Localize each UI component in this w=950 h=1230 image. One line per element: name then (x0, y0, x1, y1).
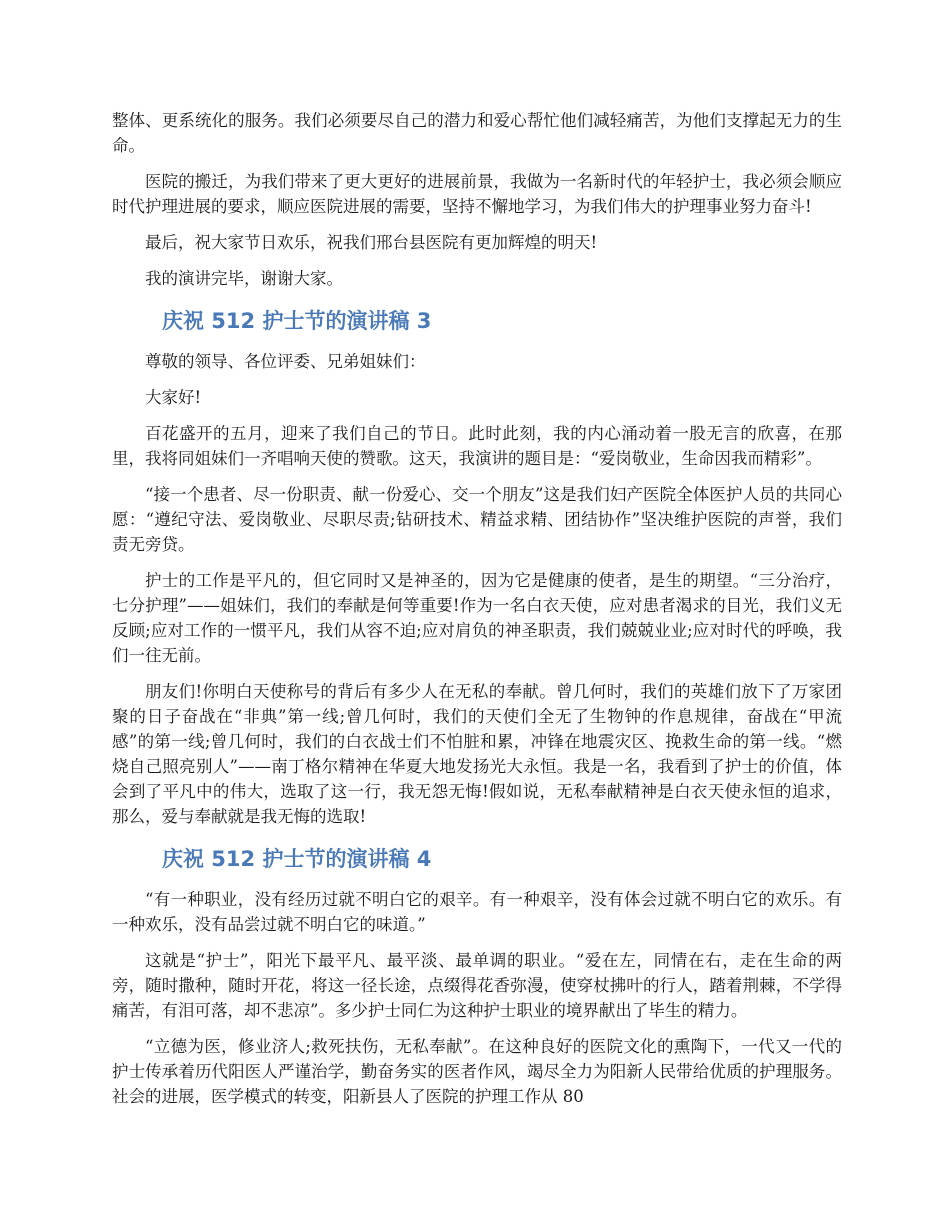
paragraph: “接一个患者、尽一份职责、献一份爱心、交一个朋友”这是我们妇产医院全体医护人员的共同心愿：“遵纪守法、爱岗敬业、尽职尽责;钻研技术、精益求精、团结协作”坚决维护医院的声誉，我们责无旁贷。 (112, 485, 842, 554)
paragraph: 百花盛开的五月，迎来了我们自己的节日。此时此刻，我的内心涌动着一股无言的欣喜，在那里，我将同姐妹们一齐唱响天使的赞歌。这天，我演讲的题目是：“爱岗敬业，生命因我而精彩”。 (112, 424, 842, 468)
paragraph: 这就是“护士”，阳光下最平凡、最平淡、最单调的职业。“爱在左，同情在右，走在生命的两旁，随时撒种，随时开花，将这一径长途，点缀得花香弥漫，使穿杖拂叶的行人，踏着荆棘，不学得痛苦，有泪可落，却不悲凉”。多少护士同仁为这种护士职业的境界献出了毕生的精力。 (112, 951, 842, 1020)
paragraph: 最后，祝大家节日欢乐，祝我们邢台县医院有更加辉煌的明天! (145, 233, 598, 252)
paragraph: 整体、更系统化的服务。我们必须要尽自己的潜力和爱心帮忙他们减轻痛苦，为他们支撑起无力的生命。 (112, 111, 842, 155)
paragraph: “有一种职业，没有经历过就不明白它的艰辛。有一种艰辛，没有体会过就不明白它的欢乐。有一种欢乐，没有品尝过就不明白它的味道。” (112, 890, 842, 934)
paragraph: 护士的工作是平凡的，但它同时又是神圣的，因为它是健康的使者，是生的期望。“三分治疗，七分护理”——姐妹们，我们的奉献是何等重要!作为一名白衣天使，应对患者渴求的目光，我们义无反顾;应对工作的一惯平凡，我们从容不迫;应对肩负的神圣职责，我们兢兢业业;应对时代的呼唤，我们一往无前。 (112, 571, 842, 665)
paragraph: “立德为医，修业济人;救死扶伤，无私奉献”。在这种良好的医院文化的熏陶下，一代又一代的护士传承着历代阳医人严谨治学，勤奋务实的医者作风，竭尽全力为阳新人民带给优质的护理服务。社会的进展，医学模式的转变，阳新县人了医院的护理工作从 80 (112, 1037, 842, 1106)
section-heading-4: 庆祝 512 护士节的演讲稿 4 (162, 847, 432, 871)
section-heading-3: 庆祝 512 护士节的演讲稿 3 (162, 309, 432, 333)
document-page (112, 108, 842, 1120)
paragraph: 大家好! (145, 388, 202, 407)
paragraph: 朋友们!你明白天使称号的背后有多少人在无私的奉献。曾几何时，我们的英雄们放下了万家团聚的日子奋战在“非典”第一线;曾几何时，我们的天使们全无了生物钟的作息规律，奋战在“甲流感”的第一线;曾几何时，我们的白衣战士们不怕脏和累，冲锋在地震灾区、挽救生命的第一线。“燃烧自己照亮别人”——南丁格尔精神在华夏大地发扬光大永恒。我是一名，我看到了护士的价值，体会到了平凡中的伟大，选取了这一行，我无怨无悔!假如说，无私奉献精神是白衣天使永恒的追求，那么，爱与奉献就是我无悔的选取! (112, 682, 842, 826)
paragraph: 尊敬的领导、各位评委、兄弟姐妹们： (145, 352, 426, 371)
paragraph: 医院的搬迁，为我们带来了更大更好的进展前景，我做为一名新时代的年轻护士，我必须会顺应时代护理进展的要求，顺应医院进展的需要，坚持不懈地学习，为我们伟大的护理事业努力奋斗! (112, 172, 842, 216)
paragraph: 我的演讲完毕，谢谢大家。 (145, 269, 343, 288)
